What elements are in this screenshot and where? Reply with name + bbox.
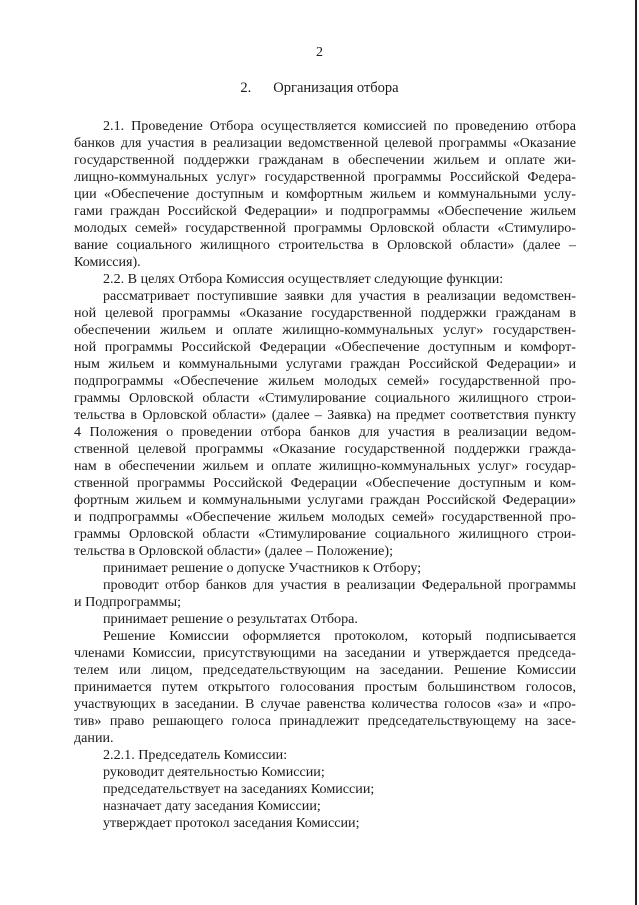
text-line: фортным жильем и коммунальными услугами граждан Российской Федерации» — [74, 492, 576, 508]
text-line: обеспечении жильем и оплате жилищно-коммунальных услуг» государствен- — [74, 322, 576, 338]
text-line: граммы Орловской области «Стимулирование социального жилищного строи- — [74, 526, 576, 542]
section-heading — [0, 80, 639, 97]
text-line: гами граждан Российской Федерации» и подпрограммы «Обеспечение жильем — [74, 203, 576, 219]
text-line: членами Комиссии, присутствующими на заседании и утверждается председа- — [74, 645, 576, 661]
text-line: 2.1. Проведение Отбора осуществляется комиссией по проведению отбора — [103, 118, 576, 134]
text-line: 2.2.1. Председатель Комиссии: — [103, 747, 288, 763]
text-line: председательствует на заседаниях Комиссии; — [103, 781, 375, 797]
text-line: государственной поддержки гражданам в обеспечении жильем и оплате жи- — [74, 152, 576, 168]
text-line: участвующих в заседании. В случае равенства количества голосов «за» и «про- — [74, 696, 576, 712]
text-line: 2.2. В целях Отбора Комиссия осуществляет следующие функции: — [103, 271, 504, 287]
text-line: банков для участия в реализации ведомственной целевой программы «Оказание — [74, 135, 576, 151]
text-line: ным жильем и коммунальными услугами граждан Российской Федерации» и — [74, 356, 576, 372]
text-line: вание социального жилищного строительства в Орловской области» (далее – — [74, 237, 576, 253]
text-line: 4 Положения о проведении отбора банков для участия в реализации ведом- — [74, 424, 576, 440]
text-line: руководит деятельностью Комиссии; — [103, 764, 325, 780]
text-line: дании. — [74, 730, 114, 746]
text-line: лищно-коммунальных услуг» государственной программы Российской Федера- — [74, 169, 576, 185]
text-line: тельства в Орловской области» (далее – Положение); — [74, 543, 393, 559]
text-line: тив» право решающего голоса принадлежит председательствующему на засе- — [74, 713, 576, 729]
text-line: подпрограммы «Обеспечение жильем молодых семей» государственной про- — [74, 373, 576, 389]
text-line: принимается путем открытого голосования простым большинством голосов, — [74, 679, 576, 695]
text-line: Комиссия). — [74, 254, 141, 270]
scan-edge — [635, 0, 637, 905]
section-title: Организация отбора — [273, 80, 399, 96]
text-line: ной программы Российской Федерации «Обеспечение доступным и комфорт- — [74, 339, 576, 355]
text-line: нам в обеспечении жильем и оплате жилищно-коммунальных услуг» государ- — [74, 458, 576, 474]
text-line: ной целевой программы «Оказание государственной поддержки гражданам в — [74, 305, 576, 321]
text-line: тельства в Орловской области» (далее – Заявка) на предмет соответствия пункту — [74, 407, 576, 423]
text-line: рассматривает поступившие заявки для участия в реализации ведомствен- — [103, 288, 576, 304]
page-number: 2 — [316, 45, 323, 60]
text-line: ственной целевой программы «Оказание государственной поддержки гражда- — [74, 441, 576, 457]
text-line: утверждает протокол заседания Комиссии; — [103, 815, 360, 831]
text-line: и Подпрограммы; — [74, 594, 181, 610]
text-line: граммы Орловской области «Стимулирование социального жилищного строи- — [74, 390, 576, 406]
text-line: ственной программы Российской Федерации «Обеспечение доступным и ком- — [74, 475, 576, 491]
text-line: проводит отбор банков для участия в реализации Федеральной программы — [103, 577, 576, 593]
text-line: телем или лицом, председательствующим на заседании. Решение Комиссии — [74, 662, 576, 678]
text-line: назначает дату заседания Комиссии; — [103, 798, 321, 814]
text-line: Решение Комиссии оформляется протоколом, который подписывается — [103, 628, 576, 644]
text-line: ции «Обеспечение доступным и комфортным жильем и коммунальными услу- — [74, 186, 576, 202]
text-line: и подпрограммы «Обеспечение жильем молодых семей» государственной про- — [74, 509, 576, 525]
text-line: принимает решение о результатах Отбора. — [103, 611, 358, 627]
text-line: принимает решение о допуске Участников к Отбору; — [103, 560, 422, 576]
section-number: 2. — [240, 80, 252, 96]
text-line: молодых семей» государственной программы Орловской области «Стимулиро- — [74, 220, 576, 236]
